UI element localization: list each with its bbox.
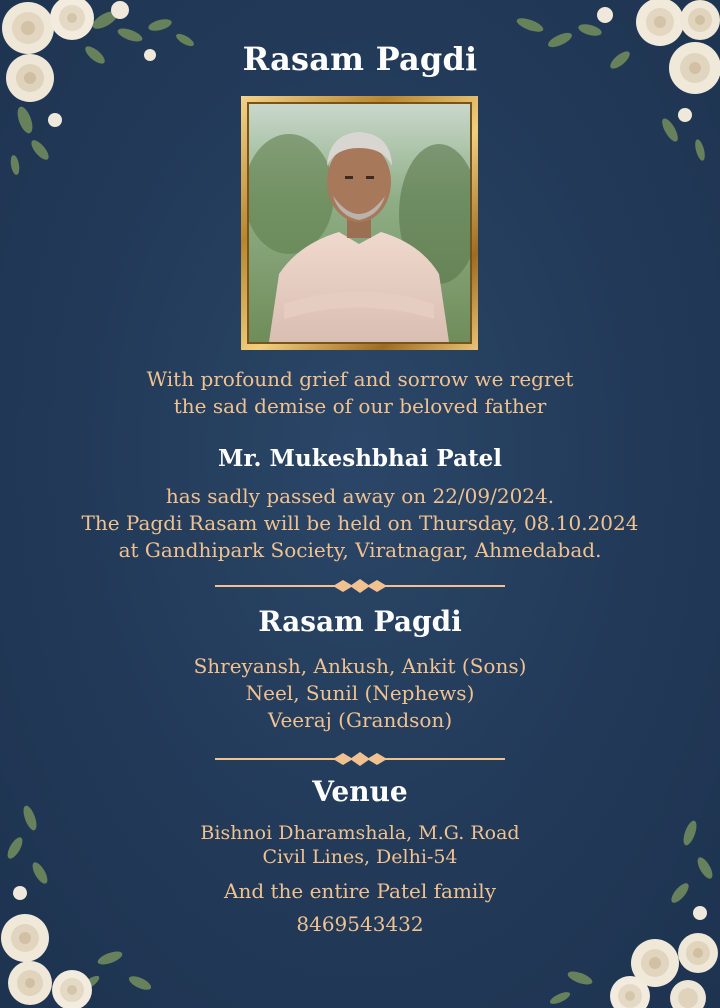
venue-address [0,821,720,869]
contact-phone: 8469543432 [296,912,424,936]
portrait-frame [241,96,478,350]
intro-line-2: the sad demise of our beloved father [173,394,547,418]
list-item: Neel, Sunil (Nephews) [245,681,475,705]
family-members-list [0,653,720,734]
intro-message [0,366,720,420]
list-item: Shreyansh, Ankush, Ankit (Sons) [193,654,527,678]
address-line-2: Civil Lines, Delhi-54 [262,846,458,868]
pagdi-heading: Rasam Pagdi [258,605,462,638]
details-line-3: at Gandhipark Society, Viratnagar, Ahmedabad. [118,538,602,562]
ornamental-divider [215,752,505,766]
ornamental-divider [215,579,505,593]
family-signoff: And the entire Patel family [224,879,496,903]
ceremony-details [0,483,720,564]
top-right-roses-icon [510,0,720,170]
intro-line-1: With profound grief and sorrow we regret [146,367,574,391]
portrait-photo [247,102,472,344]
list-item: Veeraj (Grandson) [267,708,453,732]
deceased-name: Mr. Mukeshbhai Patel [218,445,502,472]
details-line-2: The Pagdi Rasam will be held on Thursday, 08.10.2024 [81,511,639,535]
address-line-1: Bishnoi Dharamshala, M.G. Road [200,822,520,844]
venue-heading: Venue [312,775,408,808]
top-left-roses-icon [0,0,200,180]
page-title: Rasam Pagdi [242,40,478,78]
details-line-1: has sadly passed away on 22/09/2024. [165,484,555,508]
person-portrait-icon [249,104,470,342]
